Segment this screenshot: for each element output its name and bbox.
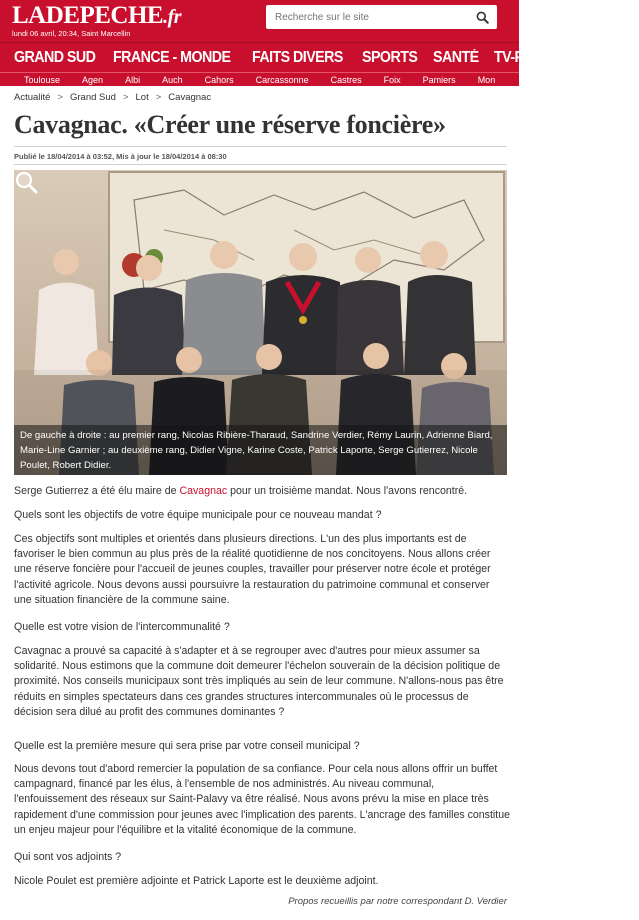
question-4: Qui sont vos adjoints ? [14,851,122,863]
header-dateline: lundi 06 avril, 20:34, Saint Marcellin [12,29,131,38]
subnav-item-agen[interactable]: Agen [82,74,104,85]
breadcrumb-item-actualite[interactable]: Actualité [14,92,51,103]
question-3: Quelle est la première mesure qui sera prise par votre conseil municipal ? [14,740,360,752]
nav-item-tv-people[interactable]: TV-PEOPLE [493,48,569,66]
breadcrumb-item-grand-sud[interactable]: Grand Sud [70,92,116,103]
date-divider [14,164,507,165]
breadcrumb [14,92,211,103]
subnav-item-carcassonne[interactable]: Carcassonne [255,74,309,85]
breadcrumb-separator: > [57,92,63,103]
sub-nav [0,72,519,86]
article-credit: Propos recueillis par notre correspondant D. Verdier [288,896,507,907]
site-header [0,0,519,42]
search-input[interactable] [266,5,466,29]
nav-item-sante[interactable]: SANTÉ [433,48,479,66]
breadcrumb-item-lot[interactable]: Lot [135,92,149,103]
article-title: Cavagnac. «Créer une réserve foncière» [14,110,446,139]
subnav-item-mon[interactable]: Mon [477,74,496,85]
search-button[interactable] [467,5,497,29]
breadcrumb-separator: > [155,92,162,103]
question-1: Quels sont les objectifs de votre équipe municipale pour ce nouveau mandat ? [14,509,382,521]
photo-caption: De gauche à droite : au premier rang, Nicolas Ribière-Tharaud, Sandrine Verdier, Rémy Laurin, Adrienne Biard, Marie-Line Garnier ; au deuxième rang, Didier Vigne, Karine Coste, Patrick Laporte, Serge Gutierrez, Nicole Poulet, Robert Didier. [14,425,507,475]
subnav-item-cahors[interactable]: Cahors [204,74,234,85]
subnav-item-castres[interactable]: Castres [330,74,362,85]
nav-item-sports[interactable]: SPORTS [361,48,418,66]
answer-4: Nicole Poulet est première adjointe et Patrick Laporte est le deuxième adjoint. [14,875,379,887]
title-divider [14,146,507,147]
subnav-item-auch[interactable]: Auch [162,74,183,85]
article-intro: Serge Gutierrez a été élu maire de Cavagnac pour un troisième mandat. Nous l'avons rencontré. [14,485,468,497]
search-icon [476,11,489,24]
subnav-item-pamiers[interactable]: Pamiers [422,74,456,85]
subnav-item-foix[interactable]: Foix [383,74,401,85]
answer-3: Nous devons tout d'abord remercier la population de sa confiance. Pour cela nous allons offrir un buffet campagnard, financé par les élus, à l'ensemble de nos administrés. Au niveau communal, l'enfouissement des réseaux sur Saint-Palavy va être réalisé. Nous avons prévu la mise en place très rapidement d'une commission pour jeunes avec l'implication des parents. L'ancrage des familles constitue un enjeu majeur pour l'équilibre et la vitalité économique de la commune. [14,763,510,836]
answer-2: Cavagnac a prouvé sa capacité à s'adapter et à se regrouper avec d'autres pour mieux assumer sa solidarité. Nous estimons que la commune doit demeurer l'échelon souverain de la décision politique de proximité. Nos conseils municipaux sont très impliqués au sein de leur commune. N'allons-nous pas être réduits en simples spectateurs dans ces grandes structures intercommunales où le processus de décision sera dilué au profit des communes dominantes ? [14,645,504,718]
zoom-icon[interactable] [14,170,38,194]
article-photo[interactable] [14,170,507,475]
cavagnac-link[interactable]: Cavagnac [179,485,228,497]
question-2: Quelle est votre vision de l'intercommunalité ? [14,621,230,633]
site-logo[interactable]: LADEPECHE.fr [12,2,182,29]
breadcrumb-item-cavagnac[interactable]: Cavagnac [168,92,212,103]
nav-item-faits-divers[interactable]: FAITS DIVERS [252,48,343,66]
subnav-item-toulouse[interactable]: Toulouse [24,74,61,85]
subnav-item-albi[interactable]: Albi [125,74,141,85]
publish-date: Publié le 18/04/2014 à 03:52, Mis à jour le 18/04/2014 à 08:30 [14,152,227,161]
nav-item-france-monde[interactable]: FRANCE - MONDE [113,48,231,66]
main-nav [0,42,639,72]
answer-1: Ces objectifs sont multiples et orientés dans plusieurs directions. L'un des plus importants est de favoriser le bien commun au plus près de la réalité quotidienne de nos concitoyens. Nous allons créer une réserve foncière pour l'accueil de jeunes couples, travailler pour préserver notre école et protéger l'activité agricole. Nous devons aussi poursuivre la restauration du patrimoine communal et conserver une situation financière de la commune saine. [14,533,491,606]
nav-item-loisirs[interactable]: LOISIRS [586,48,639,66]
breadcrumb-separator: > [122,92,129,103]
nav-item-grand-sud[interactable]: GRAND SUD [14,48,96,66]
search-box [266,5,497,29]
